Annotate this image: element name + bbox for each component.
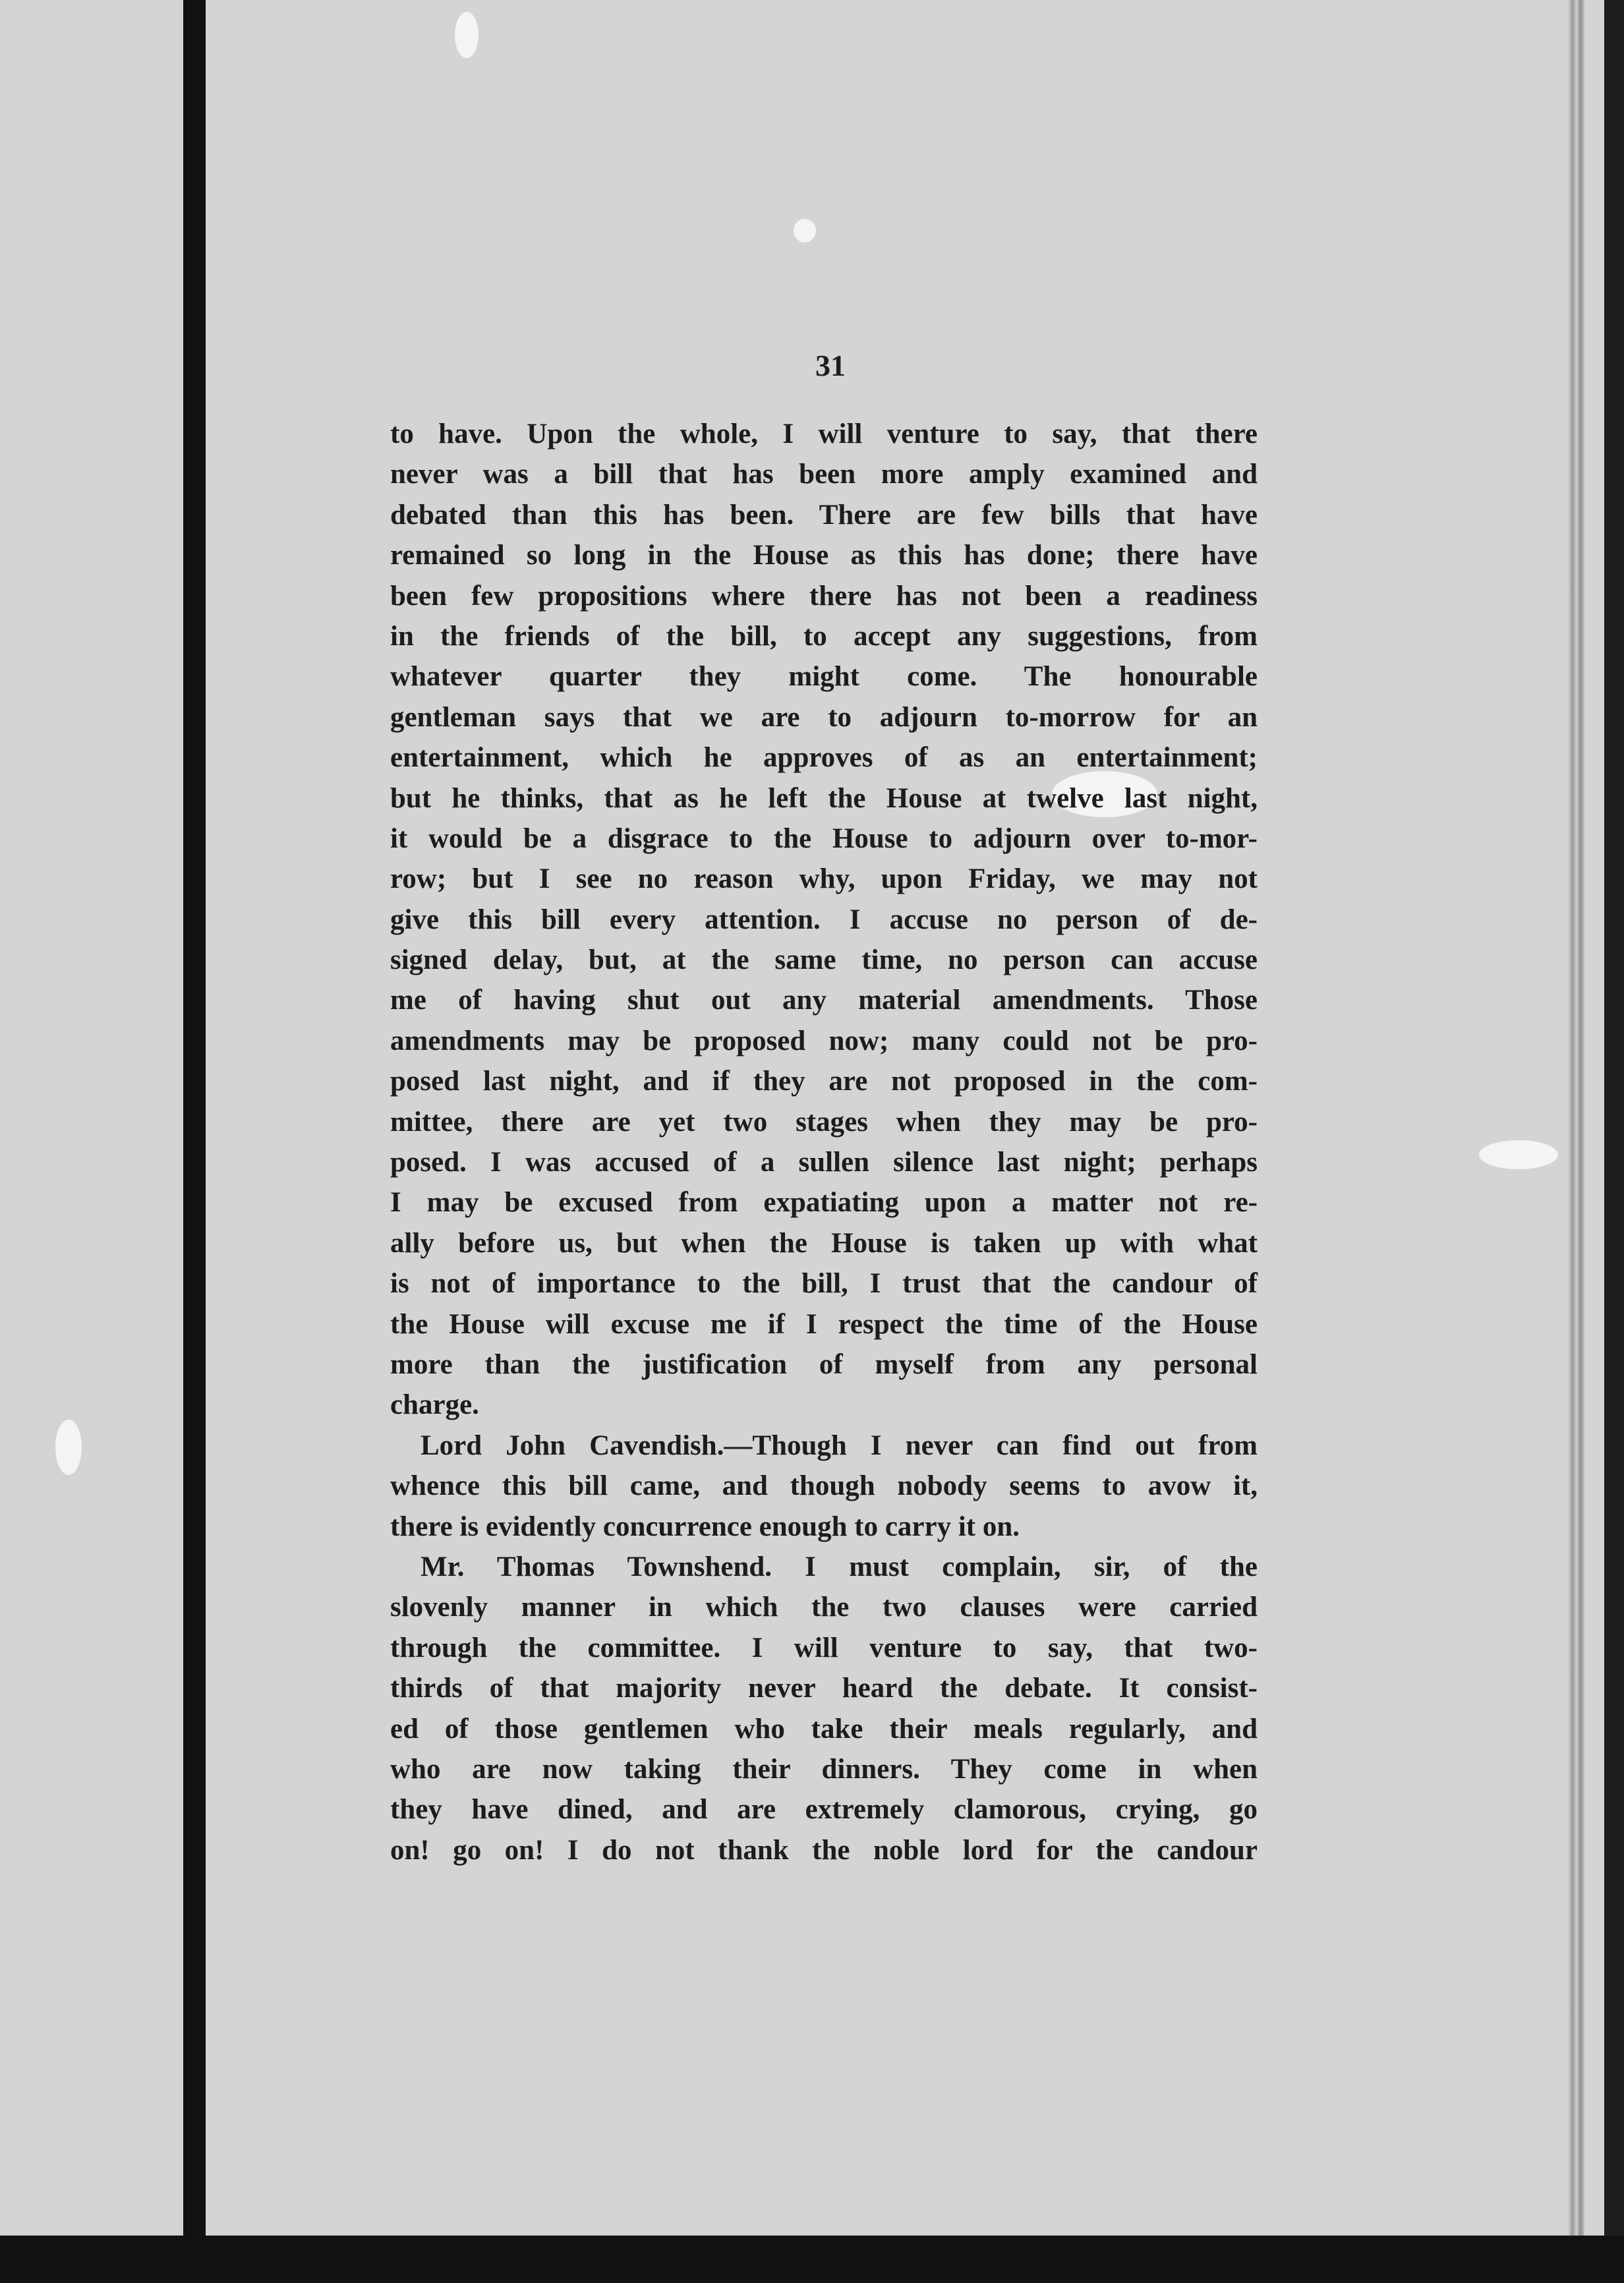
text-line: in the friends of the bill, to accept any suggestions, from	[390, 620, 1258, 652]
text-line: whence this bill came, and though nobody seems to avow it,	[390, 1470, 1258, 1502]
page-stack-edge	[1569, 0, 1584, 2236]
text-line: ed of those gentlemen who take their meals regularly, and	[390, 1713, 1258, 1745]
text-line: debated than this has been. There are few bills that have	[390, 499, 1258, 531]
text-line: there is evidently concurrence enough to carry it on.	[390, 1511, 1020, 1542]
paper-speck	[55, 1420, 82, 1475]
text-line: row; but I see no reason why, upon Friday, we may not	[390, 863, 1258, 895]
paper-speck	[794, 219, 816, 243]
text-line: through the committee. I will venture to say, that two-	[390, 1632, 1258, 1663]
book-gutter	[183, 0, 206, 2283]
text-line: the House will excuse me if I respect the time of the House	[390, 1308, 1258, 1340]
text-line: signed delay, but, at the same time, no person can accuse	[390, 944, 1258, 976]
text-line: remained so long in the House as this has done; there have	[390, 540, 1258, 571]
text-line: never was a bill that has been more amply examined and	[390, 459, 1258, 490]
text-line: been few propositions where there has not been a readiness	[390, 580, 1258, 612]
text-line: to have. Upon the whole, I will venture to say, that there	[390, 419, 1258, 449]
text-line: is not of importance to the bill, I trust that the candour of	[390, 1268, 1258, 1300]
text-line: charge.	[390, 1389, 479, 1421]
text-line: amendments may be proposed now; many could not be pro-	[390, 1025, 1258, 1056]
text-line: slovenly manner in which the two clauses were carried	[390, 1592, 1258, 1623]
text-line: mittee, there are yet two stages when they may be pro-	[390, 1106, 1258, 1138]
scan-border	[0, 2236, 1624, 2283]
text-line: who are now taking their dinners. They come in when	[390, 1753, 1258, 1785]
text-line: more than the justification of myself from any personal	[390, 1348, 1258, 1380]
text-line: gentleman says that we are to adjourn to-morrow for an	[390, 701, 1258, 733]
text-line: but he thinks, that as he left the House at twelve last night,	[390, 782, 1258, 814]
text-line: posed last night, and if they are not proposed in the com-	[390, 1066, 1258, 1097]
text-line: they have dined, and are extremely clamorous, crying, go	[390, 1794, 1258, 1826]
text-line: on! go on! I do not thank the noble lord for the candour	[390, 1834, 1258, 1866]
body-text	[390, 414, 1258, 1870]
paper-speck	[455, 12, 478, 58]
paper-speck	[1479, 1140, 1558, 1169]
facing-page-edge	[0, 0, 183, 2236]
text-line: give this bill every attention. I accuse no person of de-	[390, 904, 1258, 935]
text-line: it would be a disgrace to the House to adjourn over to-mor-	[390, 823, 1258, 854]
text-line: posed. I was accused of a sullen silence last night; perhaps	[390, 1147, 1258, 1178]
text-line: ally before us, but when the House is taken up with what	[390, 1227, 1258, 1259]
text-line: I may be excused from expatiating upon a matter not re-	[390, 1187, 1258, 1219]
text-line: thirds of that majority never heard the debate. It consist-	[390, 1673, 1258, 1704]
text-line: Mr. Thomas Townshend. I must complain, sir, of the	[420, 1551, 1258, 1582]
text-line: entertainment, which he approves of as an entertainment;	[390, 742, 1258, 774]
page-number: 31	[815, 349, 846, 382]
text-line: Lord John Cavendish.—Though I never can find out from	[420, 1430, 1258, 1461]
text-line: me of having shut out any material amendments. Those	[390, 985, 1258, 1016]
text-line: whatever quarter they might come. The honourable	[390, 661, 1258, 693]
